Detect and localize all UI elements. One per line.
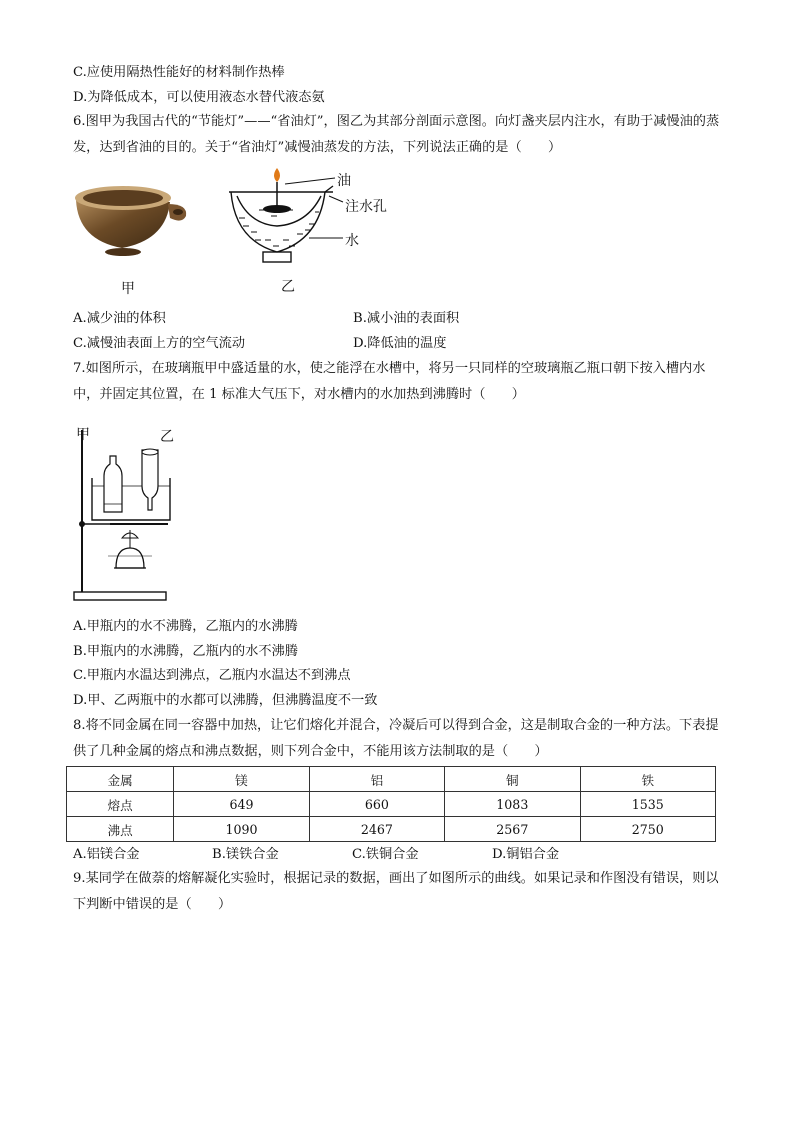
table-header-cell: 铜 bbox=[445, 767, 580, 792]
q8-option-b: B.镁铁合金 bbox=[212, 847, 279, 862]
table-header-cell: 铝 bbox=[309, 767, 444, 792]
table-cell: 1535 bbox=[580, 792, 715, 817]
label-bottle-yi: 乙 bbox=[160, 429, 174, 445]
table-header-row bbox=[67, 767, 716, 792]
table-row bbox=[67, 817, 716, 842]
figure-jia-caption: 甲 bbox=[121, 281, 135, 297]
question-7-text: 7.如图所示，在玻璃瓶甲中盛适量的水，使之能浮在水槽中，将另一只同样的空玻璃瓶乙瓶口朝下按入槽内水中，并固定其位置，在 1 标准大气压下，对水槽内的水加热到沸腾时（ ） bbox=[73, 361, 706, 402]
label-bottle-jia: 甲 bbox=[76, 427, 90, 443]
label-oil: 油 bbox=[337, 173, 351, 189]
table-cell: 1090 bbox=[174, 817, 309, 842]
table-cell: 2467 bbox=[309, 817, 444, 842]
table-cell: 660 bbox=[309, 792, 444, 817]
table-cell: 2750 bbox=[580, 817, 715, 842]
table-cell: 1083 bbox=[445, 792, 580, 817]
table-cell: 熔点 bbox=[67, 792, 174, 817]
label-water: 水 bbox=[345, 233, 359, 249]
q6-option-c: C.减慢油表面上方的空气流动 bbox=[73, 336, 246, 351]
q6-option-a: A.减少油的体积 bbox=[73, 311, 166, 326]
label-water-inlet: 注水孔 bbox=[345, 199, 387, 215]
table-cell: 沸点 bbox=[67, 817, 174, 842]
question-6-text: 6.图甲为我国古代的“节能灯”——“省油灯”，图乙为其部分剖面示意图。向灯盏夹层内注水，有助于减慢油的蒸发，达到省油的目的。关于“省油灯”减慢油蒸发的方法，下列说法正确的是（ ） bbox=[73, 114, 720, 155]
table-row bbox=[67, 792, 716, 817]
boiling-apparatus-diagram bbox=[70, 420, 190, 605]
question-8-text: 8.将不同金属在同一容器中加热，让它们熔化并混合，冷凝后可以得到合金，这是制取合金的一种方法。下表提供了几种金属的熔点和沸点数据，则下列合金中，不能用该方法制取的是（ ） bbox=[73, 718, 719, 759]
table-cell: 649 bbox=[174, 792, 309, 817]
metal-properties-table bbox=[66, 766, 716, 842]
q7-option-c: C.甲瓶内水温达到沸点，乙瓶内水温达不到沸点 bbox=[73, 668, 351, 683]
q7-option-d: D.甲、乙两瓶中的水都可以沸腾，但沸腾温度不一致 bbox=[73, 693, 378, 708]
option-d-q5: D.为降低成本，可以使用液态水替代液态氨 bbox=[73, 90, 325, 105]
q6-option-d: D.降低油的温度 bbox=[353, 336, 447, 351]
table-header-cell: 镁 bbox=[174, 767, 309, 792]
table-cell: 2567 bbox=[445, 817, 580, 842]
table-header-cell: 铁 bbox=[580, 767, 715, 792]
oil-lamp-cross-section bbox=[225, 162, 395, 270]
q7-option-b: B.甲瓶内的水沸腾，乙瓶内的水不沸腾 bbox=[73, 644, 298, 659]
q8-option-c: C.铁铜合金 bbox=[352, 847, 419, 862]
figure-yi-caption: 乙 bbox=[281, 279, 295, 295]
q8-option-d: D.铜铝合金 bbox=[492, 847, 560, 862]
q8-option-a: A.铝镁合金 bbox=[73, 847, 140, 862]
oil-lamp-photo bbox=[70, 178, 195, 260]
question-9-text: 9.某同学在做萘的熔解凝化实验时，根据记录的数据，画出了如图所示的曲线。如果记录和作图没有错误，则以下判断中错误的是（ ） bbox=[73, 871, 719, 912]
q6-option-b: B.减小油的表面积 bbox=[353, 311, 460, 326]
option-c-q5: C.应使用隔热性能好的材料制作热棒 bbox=[73, 65, 285, 80]
q7-option-a: A.甲瓶内的水不沸腾，乙瓶内的水沸腾 bbox=[73, 619, 298, 634]
table-header-cell: 金属 bbox=[67, 767, 174, 792]
